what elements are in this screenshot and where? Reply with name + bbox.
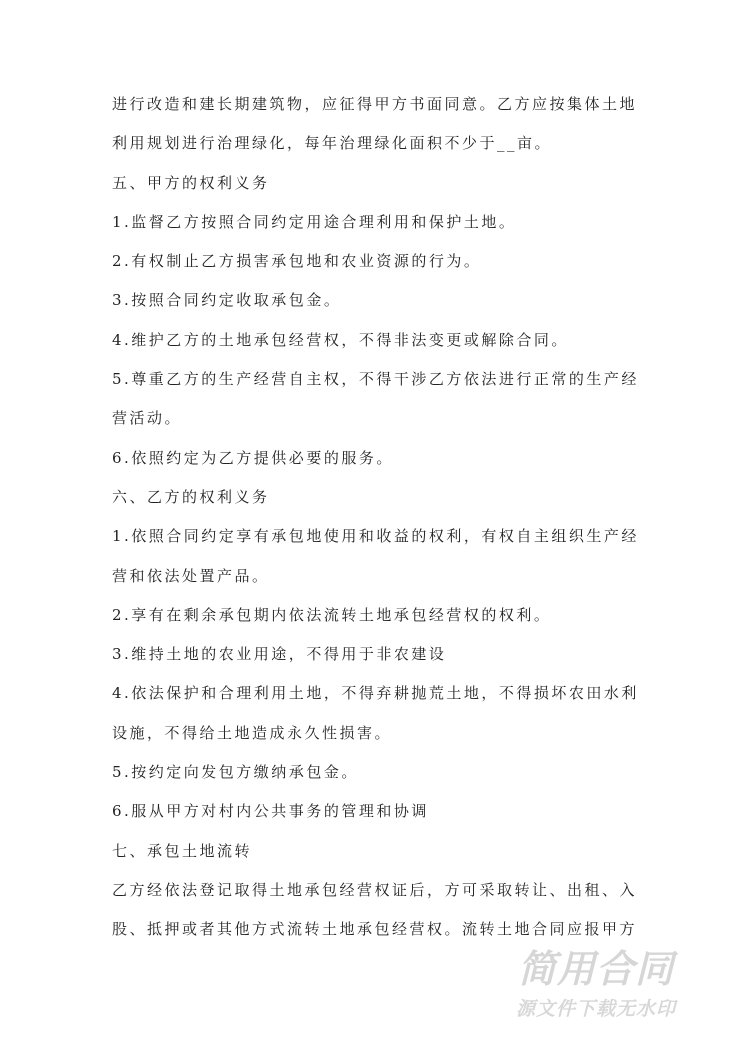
text-line: 3.维持土地的农业用途，不得用于非农建设 xyxy=(112,645,447,664)
text-line: 股、抵押或者其他方式流转土地承包经营权。流转土地合同应报甲方 xyxy=(112,920,638,939)
text-line: 1.依照合同约定享有承包地使用和收益的权利，有权自主组织生产经 xyxy=(112,527,639,546)
text-line: 2.有权制止乙方损害承包地和农业资源的行为。 xyxy=(112,252,482,271)
text-line: 营活动。 xyxy=(112,409,183,428)
text-line: 6.依照约定为乙方提供必要的服务。 xyxy=(112,448,394,467)
text-line: 乙方经依法登记取得土地承包经营权证后，方可采取转让、出租、入 xyxy=(112,880,638,899)
text-line: 4.依法保护和合理利用土地，不得弃耕抛荒土地，不得损坏农田水利 xyxy=(112,684,639,703)
watermark-subtitle: 源文件下载无水印 xyxy=(516,998,677,1020)
text-line: 七、承包土地流转 xyxy=(112,841,253,860)
text-line: 1.监督乙方按照合同约定用途合理利用和保护土地。 xyxy=(112,212,517,231)
text-line: 六、乙方的权利义务 xyxy=(112,487,270,506)
watermark-logo: 简用合同 xyxy=(518,947,675,991)
text-line: 五、甲方的权利义务 xyxy=(112,173,270,192)
document-body xyxy=(112,85,672,950)
text-line: 6.服从甲方对村内公共事务的管理和协调 xyxy=(112,802,429,821)
text-line: 设施，不得给土地造成永久性损害。 xyxy=(112,723,393,742)
text-line: 4.维护乙方的土地承包经营权，不得非法变更或解除合同。 xyxy=(112,330,569,349)
text-line: 2.享有在剩余承包期内依法流转土地承包经营权的权利。 xyxy=(112,605,552,624)
text-line: 3.按照合同约定收取承包金。 xyxy=(112,291,342,310)
text-line: 利用规划进行治理绿化，每年治理绿化面积不少于__亩。 xyxy=(112,134,553,153)
text-line: 营和依法处置产品。 xyxy=(112,566,270,585)
text-line: 进行改造和建长期建筑物，应征得甲方书面同意。乙方应按集体土地 xyxy=(112,95,638,113)
text-line: 5.尊重乙方的生产经营自主权，不得干涉乙方依法进行正常的生产经 xyxy=(112,370,639,389)
text-line: 5.按约定向发包方缴纳承包金。 xyxy=(112,763,359,782)
